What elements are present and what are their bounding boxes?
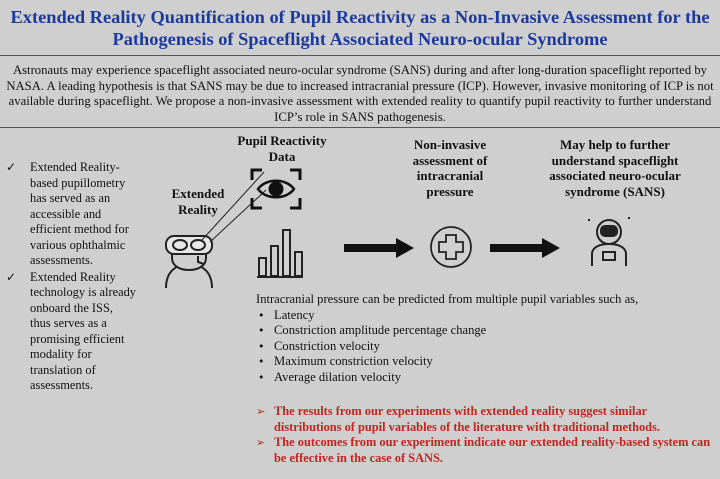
check-icon: ✓ (6, 160, 17, 174)
noninvasive-icp-label: Non-invasive assessment of intracranial pressure (412, 137, 488, 199)
astronaut-icon (584, 214, 634, 268)
list-item: • Constriction amplitude percentage change (258, 323, 487, 337)
right-arrow-icon (490, 238, 560, 258)
title-divider (0, 55, 720, 56)
eye-scan-icon (250, 168, 302, 210)
result-item: ➢ The outcomes from our experiment indicate our extended reality-based system can be effective in the case of SANS. (256, 435, 711, 465)
pupil-variables-list (256, 308, 716, 386)
right-arrow-icon (344, 238, 414, 258)
extended-reality-label: Extended Reality (171, 186, 225, 217)
list-item: • Constriction velocity (258, 338, 380, 353)
left-point: ✓ Extended Reality technology is already onboard the ISS, thus serves as a promising efficient modality for translation of assessments. (6, 269, 136, 392)
abstract-text: Astronauts may experience spaceflight associated neuro-ocular syndrome (SANS) during and after long-duration spaceflight reported by NASA. A leading hypothesis is that SANS may be due to increased intracranial pressure (ICP). However, invasive monitoring of ICP is not available during spaceflight. We propose a non-invasive assessment with extended reality to quantify pupil reactivity to further understand ICP’s role in SANS pathogenesis. (6, 63, 714, 124)
bullet-icon: • (258, 339, 265, 353)
left-point: ✓ Extended Reality-based pupillometry has served as an accessible and efficient method for various ophthalmic assessments. (6, 160, 129, 267)
left-points-list (6, 160, 136, 395)
medical-cross-icon (428, 224, 474, 270)
check-icon: ✓ (6, 269, 17, 284)
list-item: • Latency (258, 307, 315, 322)
result-item: ➢ The results from our experiments with extended reality suggest similar distributions of pupil variables of the literature with traditional methods. (256, 404, 660, 434)
bullet-icon: • (258, 370, 265, 384)
bullet-icon: • (258, 355, 265, 368)
pupil-variables-section (256, 292, 716, 385)
paper-title: Extended Reality Quantification of Pupil Reactivity as a Non-Invasive Assessment for the Pathogenesis of Spaceflight Associated Neuro-ocular Syndrome (10, 7, 710, 49)
list-item: • Maximum constriction velocity (258, 354, 433, 368)
sans-label: May help to further understand spaceflight associated neuro-ocular syndrome (SANS) (549, 137, 681, 199)
abstract-divider (0, 127, 720, 128)
results-list (256, 404, 716, 466)
arrow-bullet-icon: ➢ (256, 405, 266, 418)
bar-chart-icon (256, 228, 304, 278)
list-item: • Average dilation velocity (258, 369, 402, 384)
bullet-icon: • (258, 308, 265, 322)
arrow-bullet-icon: ➢ (256, 436, 266, 449)
bullet-icon: • (258, 324, 265, 337)
predict-intro: Intracranial pressure can be predicted from multiple pupil variables such as, (256, 292, 639, 306)
pupil-data-label: Pupil Reactivity Data (237, 133, 327, 164)
